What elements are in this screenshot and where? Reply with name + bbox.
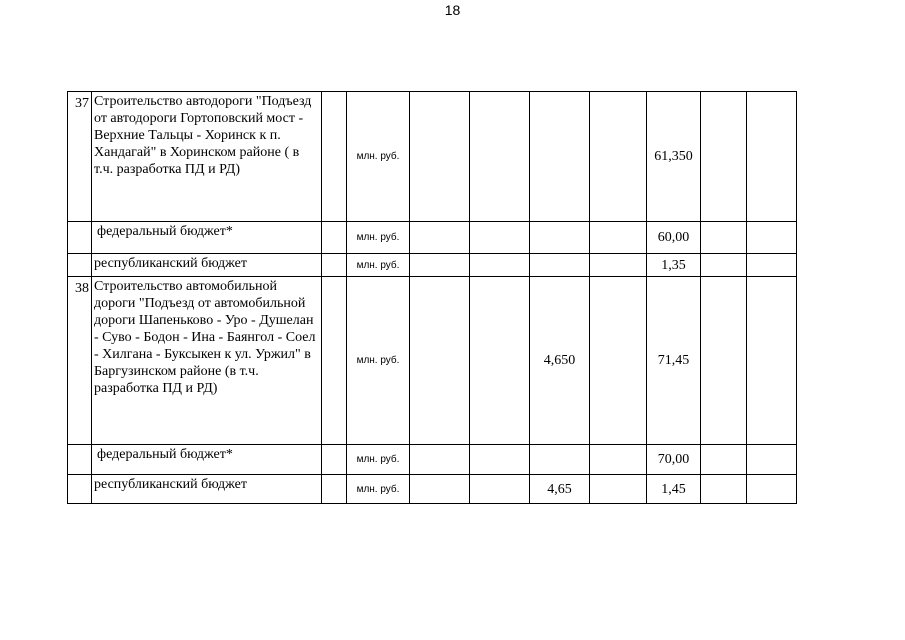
value-cell-c	[530, 222, 590, 254]
empty-cell	[701, 222, 747, 254]
empty-cell	[747, 254, 797, 277]
budget-source-name: федеральный бюджет*	[92, 222, 322, 254]
value-cell-b	[470, 277, 530, 445]
row-number	[68, 475, 92, 504]
value-cell-a	[410, 277, 470, 445]
value-cell-d: 70,00	[647, 445, 701, 475]
value-cell-d: 1,45	[647, 475, 701, 504]
value-cell-a	[410, 92, 470, 222]
value-cell-c: 4,65	[530, 475, 590, 504]
budget-source-name: республиканский бюджет	[92, 475, 322, 504]
unit-cell: млн. руб.	[347, 254, 410, 277]
empty-cell	[701, 445, 747, 475]
empty-cell	[747, 92, 797, 222]
table-row	[68, 222, 797, 254]
row-number	[68, 445, 92, 475]
value-cell-a	[410, 254, 470, 277]
empty-cell	[590, 475, 647, 504]
project-name: Строительство автомобильной дороги "Подъезд от автомобильной дороги Шапеньково - Уро - Душелан - Суво - Бодон - Ина - Баянгол - Соел - Хилгана - Буксыкен к ул. Уржил" в Баргузинском районе (в т.ч. разработка ПД и РД)	[92, 277, 322, 445]
table-row	[68, 445, 797, 475]
value-cell-c: 4,650	[530, 277, 590, 445]
empty-cell	[322, 254, 347, 277]
empty-cell	[747, 475, 797, 504]
empty-cell	[701, 277, 747, 445]
unit-cell: млн. руб.	[347, 92, 410, 222]
budget-table	[67, 91, 797, 504]
row-number: 38	[68, 277, 92, 445]
unit-cell: млн. руб.	[347, 445, 410, 475]
page-number: 18	[444, 2, 461, 18]
budget-source-name: республиканский бюджет	[92, 254, 322, 277]
budget-source-name: федеральный бюджет*	[92, 445, 322, 475]
value-cell-a	[410, 445, 470, 475]
value-cell-d: 61,350	[647, 92, 701, 222]
empty-cell	[701, 254, 747, 277]
value-cell-c	[530, 92, 590, 222]
value-cell-d: 71,45	[647, 277, 701, 445]
value-cell-b	[470, 92, 530, 222]
unit-cell: млн. руб.	[347, 222, 410, 254]
row-number	[68, 254, 92, 277]
empty-cell	[747, 222, 797, 254]
table-row	[68, 92, 797, 222]
table-row	[68, 475, 797, 504]
row-number	[68, 222, 92, 254]
value-cell-d: 1,35	[647, 254, 701, 277]
empty-cell	[322, 92, 347, 222]
value-cell-d: 60,00	[647, 222, 701, 254]
value-cell-b	[470, 254, 530, 277]
table-row	[68, 254, 797, 277]
table-row	[68, 277, 797, 445]
empty-cell	[322, 445, 347, 475]
row-number: 37	[68, 92, 92, 222]
empty-cell	[322, 475, 347, 504]
value-cell-b	[470, 475, 530, 504]
empty-cell	[590, 222, 647, 254]
empty-cell	[590, 92, 647, 222]
value-cell-a	[410, 222, 470, 254]
empty-cell	[322, 277, 347, 445]
empty-cell	[747, 445, 797, 475]
value-cell-a	[410, 475, 470, 504]
empty-cell	[701, 92, 747, 222]
value-cell-b	[470, 222, 530, 254]
empty-cell	[322, 222, 347, 254]
empty-cell	[701, 475, 747, 504]
empty-cell	[590, 254, 647, 277]
unit-cell: млн. руб.	[347, 277, 410, 445]
empty-cell	[590, 277, 647, 445]
value-cell-c	[530, 445, 590, 475]
project-name: Строительство автодороги "Подъезд от автодороги Гортоповский мост - Верхние Тальцы - Хоринск к п. Хандагай" в Хоринском районе ( в т.ч. разработка ПД и РД)	[92, 92, 322, 222]
empty-cell	[590, 445, 647, 475]
empty-cell	[747, 277, 797, 445]
value-cell-c	[530, 254, 590, 277]
unit-cell: млн. руб.	[347, 475, 410, 504]
value-cell-b	[470, 445, 530, 475]
